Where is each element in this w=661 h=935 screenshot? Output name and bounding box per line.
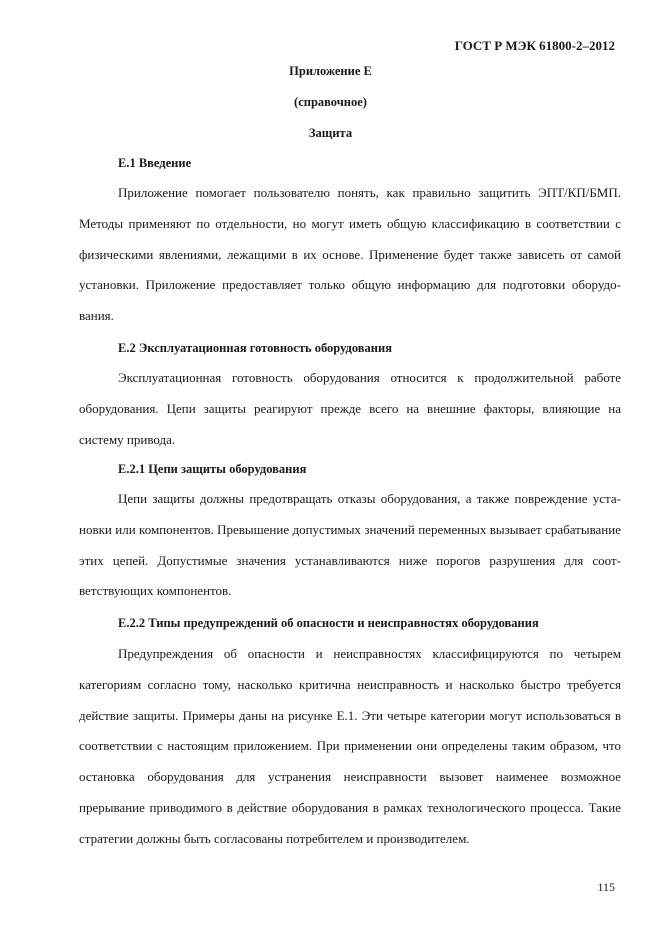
section-e2-heading: Е.2 Эксплуатационная готовность оборудования [118,341,392,355]
annex-subject: Защита [308,126,353,140]
standard-header: ГОСТ Р МЭК 61800-2–2012 [454,38,615,53]
section-e1-text: Приложение помогает пользователю понять, как правильно защитить ЭПТ/КП/БМП. Методы применяют по отдельности, но могут иметь общую классификацию в соответствии с физическими явлениями, лежащими в их основе. Применение будет также зависеть от самой установки. Приложение предоставляет только общую информацию для подготовки оборудования. [79,185,621,324]
section-e2-text: Эксплуатационная готовность оборудования относится к продолжительной работе оборудования. Цепи защиты реагируют прежде всего на внешние факторы, влияющие на систему привода. [79,370,621,447]
page-number: 115 [597,880,615,894]
section-e21-text: Цепи защиты должны предотвращать отказы оборудования, а также повреждение установки или компонентов. Превышение допустимых значений переменных вызывает срабатывание этих цепей. Допустимые значения устанавливаются ниже порогов разрушения для соответствующих компонентов. [79,491,621,599]
section-e1-heading: Е.1 Введение [118,156,192,170]
section-e22-heading: Е.2.2 Типы предупреждений об опасности и неисправностях оборудования [118,616,539,630]
section-e22-text: Предупреждения об опасности и неисправностях классифицируются по четырем категориям согласно тому, насколько критична неисправность и насколько быстро требуется действие защиты. Примеры даны на рисунке Е.1. Эти четыре категории могут использоваться в соответствии с настоящим приложением. При применении они определены таким образом, что остановка оборудования для устранения неисправности вызовет наименее возможное прерывание приводимого в действие оборудования в рамках технологического процесса. Такие стратегии должны быть согласованы потребителем и производителем. [79,646,621,846]
annex-type: (справочное) [294,95,367,109]
section-e21-heading: Е.2.1 Цепи защиты оборудования [118,462,307,476]
annex-title: Приложение Е [289,64,372,78]
